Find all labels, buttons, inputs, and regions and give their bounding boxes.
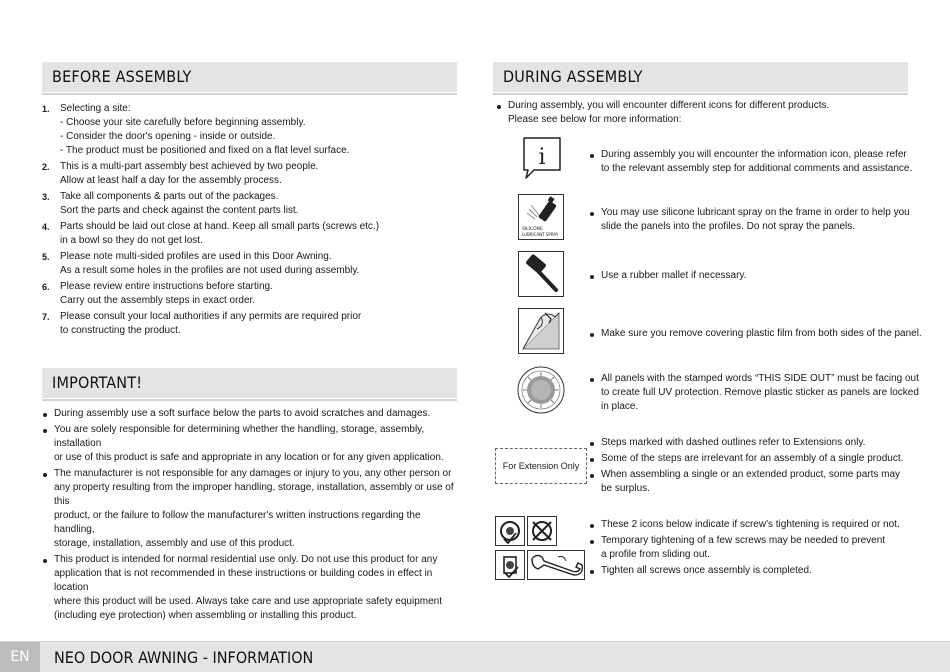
list-item: [42, 423, 457, 465]
item-number: 3.: [42, 192, 50, 202]
list-item: [42, 160, 452, 188]
list-item: [589, 534, 929, 562]
extension-text: [589, 436, 929, 498]
item-text: During assembly you will encounter the information icon, please refer: [601, 149, 907, 160]
screw-icons-group: [493, 514, 585, 580]
item-number: 4.: [42, 222, 50, 232]
spray-label-2: LUBRICANT SPRAY: [522, 232, 559, 237]
item-text: Take all components & parts out of the packages.: [60, 191, 279, 202]
item-text: You may use silicone lubricant spray on the frame in order to help you: [601, 207, 910, 218]
list-item: [42, 220, 452, 248]
during-intro: [496, 99, 916, 129]
info-icon: [520, 136, 562, 178]
item-text: Parts should be laid out close at hand. Keep all small parts (screws etc.): [60, 221, 380, 232]
list-item: [589, 436, 929, 450]
important-list: [42, 407, 457, 625]
uv-stamp-text: [589, 372, 929, 416]
item-number: 5.: [42, 252, 50, 262]
item-text: During assembly use a soft surface below the parts to avoid scratches and damages.: [54, 408, 431, 419]
footer-title: NEO DOOR AWNING - INFORMATION: [54, 648, 314, 667]
extension-only-badge: For Extension Only: [495, 448, 587, 484]
item-number: 1.: [42, 104, 50, 114]
list-item: [589, 148, 929, 176]
item-text: any property resulting from the improper handling, storage, installation, assembly or use of this: [54, 482, 454, 507]
peel-film-row: [493, 308, 933, 358]
info-icon-row: [493, 136, 933, 186]
uv-stamp-icon: [517, 366, 565, 414]
screw-text: [589, 518, 929, 580]
silicone-spray-text: [589, 206, 929, 236]
extension-row: [493, 436, 933, 498]
item-text: This product is intended for normal residential use only. Do not use this product for any: [54, 554, 438, 565]
intro-text: During assembly, you will encounter different icons for different products.: [508, 100, 830, 111]
list-item: [42, 553, 457, 623]
item-text: Use a rubber mallet if necessary.: [601, 270, 747, 281]
footer-bar: [0, 641, 950, 672]
item-text: a profile from sliding out.: [601, 549, 710, 560]
list-item: [42, 407, 457, 421]
item-text: to create full UV protection. Remove plastic sticker as panels are locked: [601, 387, 919, 398]
before-assembly-list: [42, 102, 452, 340]
uv-stamp-row: [493, 366, 933, 418]
item-text: - Choose your site carefully before beginning assembly.: [60, 117, 306, 128]
item-text: The manufacturer is not responsible for any damages or injury to you, any other person or: [54, 468, 452, 479]
screw-check-icon: [495, 550, 525, 580]
peel-film-text: [589, 327, 929, 343]
info-icon-text: [589, 148, 929, 178]
list-item: [42, 102, 452, 158]
item-text: product, or the failure to follow the manufacturer's written instructions regarding the handling,: [54, 510, 421, 535]
item-text: - The product must be positioned and fixed on a flat level surface.: [60, 145, 350, 156]
item-text: in place.: [601, 401, 639, 412]
item-text: (including eye protection) when assembling or installing this product.: [54, 610, 357, 621]
before-assembly-header: BEFORE ASSEMBLY: [42, 62, 457, 92]
silicone-spray-row: [493, 194, 933, 244]
item-number: 2.: [42, 162, 50, 172]
item-text: - Consider the door's opening - inside or outside.: [60, 131, 276, 142]
item-text: Carry out the assembly steps in exact order.: [60, 295, 256, 306]
item-text: Allow at least half a day for the assembly process.: [60, 175, 282, 186]
peel-film-icon: [518, 308, 564, 354]
spray-label-1: SILICONE: [522, 227, 543, 232]
list-item: [589, 372, 929, 414]
list-item: [589, 452, 929, 466]
item-text: be surplus.: [601, 483, 650, 494]
item-text: or use of this product is safe and appropriate in any location or for any given application.: [54, 452, 444, 463]
item-text: Please consult your local authorities if any permits are required prior: [60, 311, 362, 322]
item-text: storage, installation, assembly and use of this product.: [54, 538, 295, 549]
language-code: EN: [0, 642, 40, 672]
item-text: Tighten all screws once assembly is completed.: [601, 565, 812, 576]
item-number: 7.: [42, 312, 50, 322]
item-text: When assembling a single or an extended product, some parts may: [601, 469, 901, 480]
list-item: [42, 467, 457, 551]
wrench-icon: [527, 550, 585, 580]
list-item: [42, 190, 452, 218]
item-text: These 2 icons below indicate if screw's tightening is required or not.: [601, 519, 900, 530]
list-item: [589, 327, 929, 341]
item-text: All panels with the stamped words “THIS SIDE OUT” must be facing out: [601, 373, 919, 384]
list-item: [589, 206, 929, 234]
intro-text: Please see below for more information:: [508, 114, 682, 125]
item-text: Please note multi-sided profiles are used in this Door Awning.: [60, 251, 332, 262]
list-item: [496, 99, 916, 127]
list-item: [42, 280, 452, 308]
item-text: Steps marked with dashed outlines refer to Extensions only.: [601, 437, 866, 448]
item-text: Some of the steps are irrelevant for an assembly of a single product.: [601, 453, 904, 464]
screw-row: [493, 514, 933, 580]
item-text: Please review entire instructions before starting.: [60, 281, 273, 292]
item-text: to the relevant assembly step for additional comments and assistance.: [601, 163, 913, 174]
screw-no-tighten-icon: [527, 516, 557, 546]
item-text: Selecting a site:: [60, 103, 131, 114]
important-header: IMPORTANT!: [42, 368, 457, 398]
item-text: This is a multi-part assembly best achieved by two people.: [60, 161, 319, 172]
list-item: [589, 564, 929, 578]
rubber-mallet-icon: [518, 251, 564, 297]
silicone-spray-icon: [518, 194, 564, 240]
item-number: 6.: [42, 282, 50, 292]
item-text: Sort the parts and check against the content parts list.: [60, 205, 299, 216]
list-item: [589, 518, 929, 532]
item-text: You are solely responsible for determining whether the handling, storage, assembly, installation: [54, 424, 425, 449]
item-text: application that is not recommended in these instructions or building codes in effect in location: [54, 568, 433, 593]
list-item: [589, 468, 929, 496]
item-text: in a bowl so they do not get lost.: [60, 235, 203, 246]
list-item: [589, 269, 929, 283]
rubber-mallet-row: [493, 251, 933, 301]
list-item: [42, 250, 452, 278]
item-text: where this product will be used. Always take care and use appropriate safety equipment: [54, 596, 442, 607]
during-assembly-header: DURING ASSEMBLY: [493, 62, 908, 92]
item-text: to constructing the product.: [60, 325, 181, 336]
item-text: Temporary tightening of a few screws may be needed to prevent: [601, 535, 886, 546]
screw-tight-icon: [495, 516, 525, 546]
item-text: slide the panels into the profiles. Do not spray the panels.: [601, 221, 856, 232]
info-glyph: i: [538, 145, 546, 170]
item-text: Make sure you remove covering plastic film from both sides of the panel.: [601, 328, 922, 339]
rubber-mallet-text: [589, 269, 929, 285]
item-text: As a result some holes in the profiles are not used during assembly.: [60, 265, 360, 276]
list-item: [42, 310, 452, 338]
